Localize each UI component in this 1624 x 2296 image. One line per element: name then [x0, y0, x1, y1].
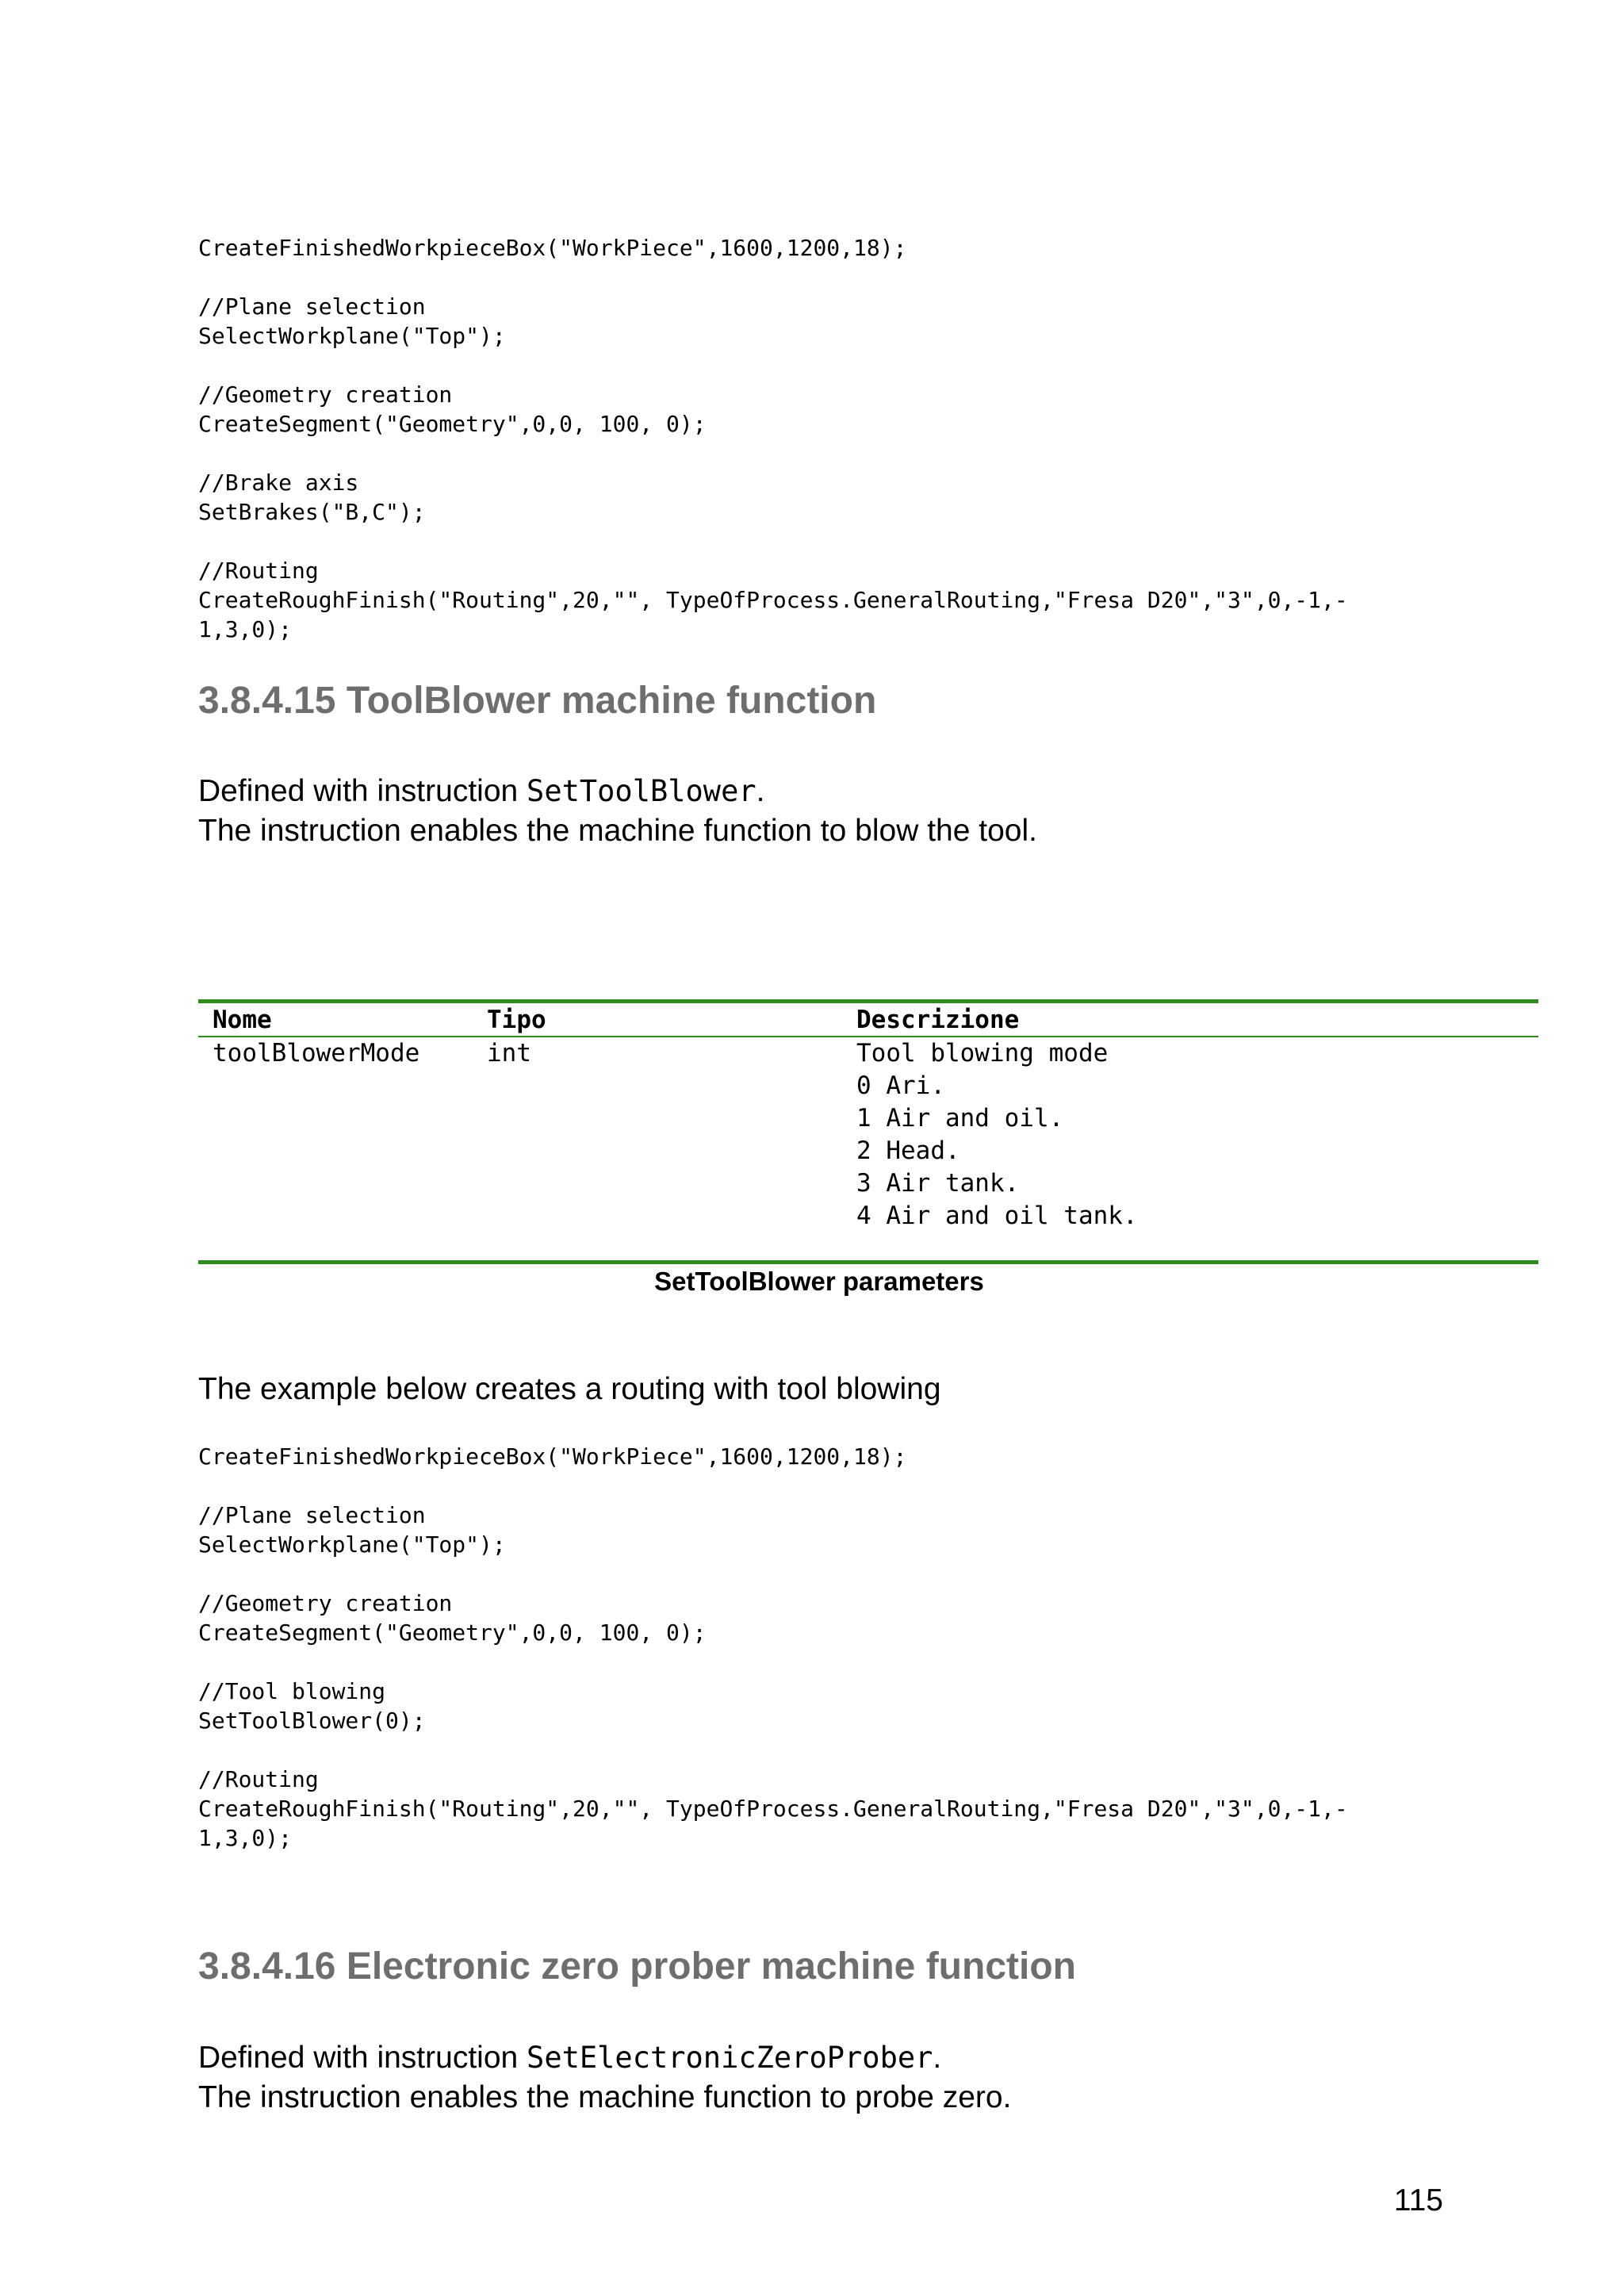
description-line: 2 Head.: [856, 1137, 960, 1165]
defined-suffix-text: .: [756, 774, 765, 808]
table-cell-description: [856, 1037, 1138, 1232]
code-block-brake-example: [198, 233, 1546, 644]
description-line: 1 Air and oil.: [856, 1104, 1064, 1133]
code-comment-line: //Routing: [198, 1766, 319, 1792]
defined-prefix-text: Defined with instruction: [198, 2041, 527, 2075]
code-line: SetBrakes("B,C");: [198, 499, 426, 525]
code-line: CreateFinishedWorkpieceBox("WorkPiece",1600,1200,18);: [198, 235, 907, 261]
page-number: 115: [1393, 2183, 1443, 2217]
section-heading-zero-prober: 3.8.4.16 Electronic zero prober machine function: [198, 1945, 1076, 1987]
table-caption: SetToolBlower parameters: [654, 1267, 984, 1296]
code-line: SetToolBlower(0);: [198, 1708, 426, 1734]
table-cell-name: toolBlowerMode: [213, 1039, 420, 1068]
code-comment-line: //Plane selection: [198, 1502, 426, 1528]
table-bottom-rule: [198, 1260, 1538, 1264]
code-comment-line: //Brake axis: [198, 470, 359, 496]
code-line: CreateSegment("Geometry",0,0, 100, 0);: [198, 1619, 707, 1646]
defined-with-instruction-zero-prober: [198, 2038, 1546, 2078]
zero-prober-description: The instruction enables the machine function to probe zero.: [198, 2080, 1012, 2114]
defined-suffix-text: .: [933, 2041, 942, 2075]
table-header-description: Descrizione: [856, 1006, 1020, 1034]
table-header-name: Nome: [213, 1006, 272, 1034]
table-top-rule: [198, 999, 1538, 1003]
code-line: 1,3,0);: [198, 616, 293, 642]
code-line: CreateFinishedWorkpieceBox("WorkPiece",1600,1200,18);: [198, 1443, 907, 1470]
defined-prefix-text: Defined with instruction: [198, 774, 527, 808]
code-line: 1,3,0);: [198, 1825, 293, 1851]
defined-with-instruction-toolblower: [198, 772, 1546, 811]
code-block-toolblower-example: [198, 1442, 1546, 1853]
description-line: 0 Ari.: [856, 1071, 945, 1100]
instruction-name: SetElectronicZeroProber: [527, 2041, 933, 2075]
code-comment-line: //Geometry creation: [198, 381, 453, 408]
code-line: CreateRoughFinish("Routing",20,"", TypeOfProcess.GeneralRouting,"Fresa D20","3",0,-1,-: [198, 587, 1348, 613]
toolblower-description: The instruction enables the machine function to blow the tool.: [198, 814, 1037, 848]
code-comment-line: //Tool blowing: [198, 1678, 386, 1704]
code-line: SelectWorkplane("Top");: [198, 323, 506, 349]
example-intro: The example below creates a routing with tool blowing: [198, 1372, 941, 1406]
description-line: 4 Air and oil tank.: [856, 1202, 1138, 1230]
section-heading-toolblower: 3.8.4.15 ToolBlower machine function: [198, 680, 877, 722]
description-line: 3 Air tank.: [856, 1169, 1020, 1198]
code-line: SelectWorkplane("Top");: [198, 1531, 506, 1558]
code-line: CreateSegment("Geometry",0,0, 100, 0);: [198, 411, 707, 437]
description-line: Tool blowing mode: [856, 1039, 1109, 1068]
instruction-name: SetToolBlower: [527, 774, 756, 808]
code-comment-line: //Plane selection: [198, 293, 426, 320]
code-comment-line: //Routing: [198, 558, 319, 584]
table-header-type: Tipo: [487, 1006, 546, 1034]
code-line: CreateRoughFinish("Routing",20,"", TypeOfProcess.GeneralRouting,"Fresa D20","3",0,-1,-: [198, 1796, 1348, 1822]
code-comment-line: //Geometry creation: [198, 1590, 453, 1616]
table-cell-type: int: [487, 1039, 531, 1068]
